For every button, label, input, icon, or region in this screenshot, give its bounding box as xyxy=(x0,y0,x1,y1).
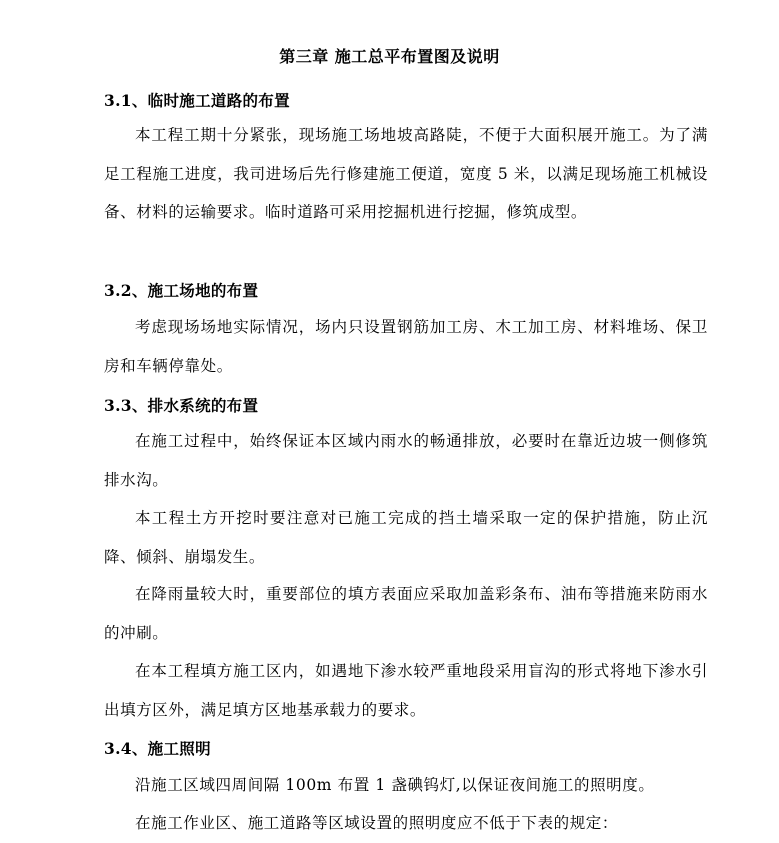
section-heading-3-3: 3.3、排水系统的布置 xyxy=(104,396,259,415)
chapter-title: 第三章 施工总平布置图及说明 xyxy=(279,47,500,66)
section-heading-3-1: 3.1、临时施工道路的布置 xyxy=(104,91,290,110)
section-3-3-paragraph-2: 本工程土方开挖时要注意对已施工完成的挡土墙采取一定的保护措施，防止沉降、倾斜、崩塌发生。 xyxy=(104,509,708,566)
section-3-1-paragraph-1: 本工程工期十分紧张，现场施工场地坡高路陡，不便于大面积展开施工。为了满足工程施工进度，我司进场后先行修建施工便道，宽度 5 米，以满足现场施工机械设备、材料的运输要求。临时道路可采用挖掘机进行挖掘，修筑成型。 xyxy=(104,126,708,221)
section-3-2-paragraph-1: 考虑现场场地实际情况，场内只设置钢筋加工房、木工加工房、材料堆场、保卫房和车辆停靠处。 xyxy=(104,318,708,375)
section-3-3-paragraph-3: 在降雨量较大时，重要部位的填方表面应采取加盖彩条布、油布等措施来防雨水的冲刷。 xyxy=(104,585,708,642)
section-heading-3-4: 3.4、施工照明 xyxy=(104,739,211,758)
section-3-3-paragraph-4: 在本工程填方施工区内，如遇地下渗水较严重地段采用盲沟的形式将地下渗水引出填方区外，满足填方区地基承载力的要求。 xyxy=(104,662,708,719)
section-3-4-paragraph-2: 在施工作业区、施工道路等区域设置的照明度应不低于下表的规定： xyxy=(135,814,619,832)
section-heading-3-2: 3.2、施工场地的布置 xyxy=(104,281,259,300)
section-3-3-paragraph-1: 在施工过程中，始终保证本区域内雨水的畅通排放，必要时在靠近边坡一侧修筑排水沟。 xyxy=(104,432,708,489)
section-3-4-paragraph-1: 沿施工区域四周间隔 100m 布置 1 盏碘钨灯,以保证夜间施工的照明度。 xyxy=(135,776,655,794)
